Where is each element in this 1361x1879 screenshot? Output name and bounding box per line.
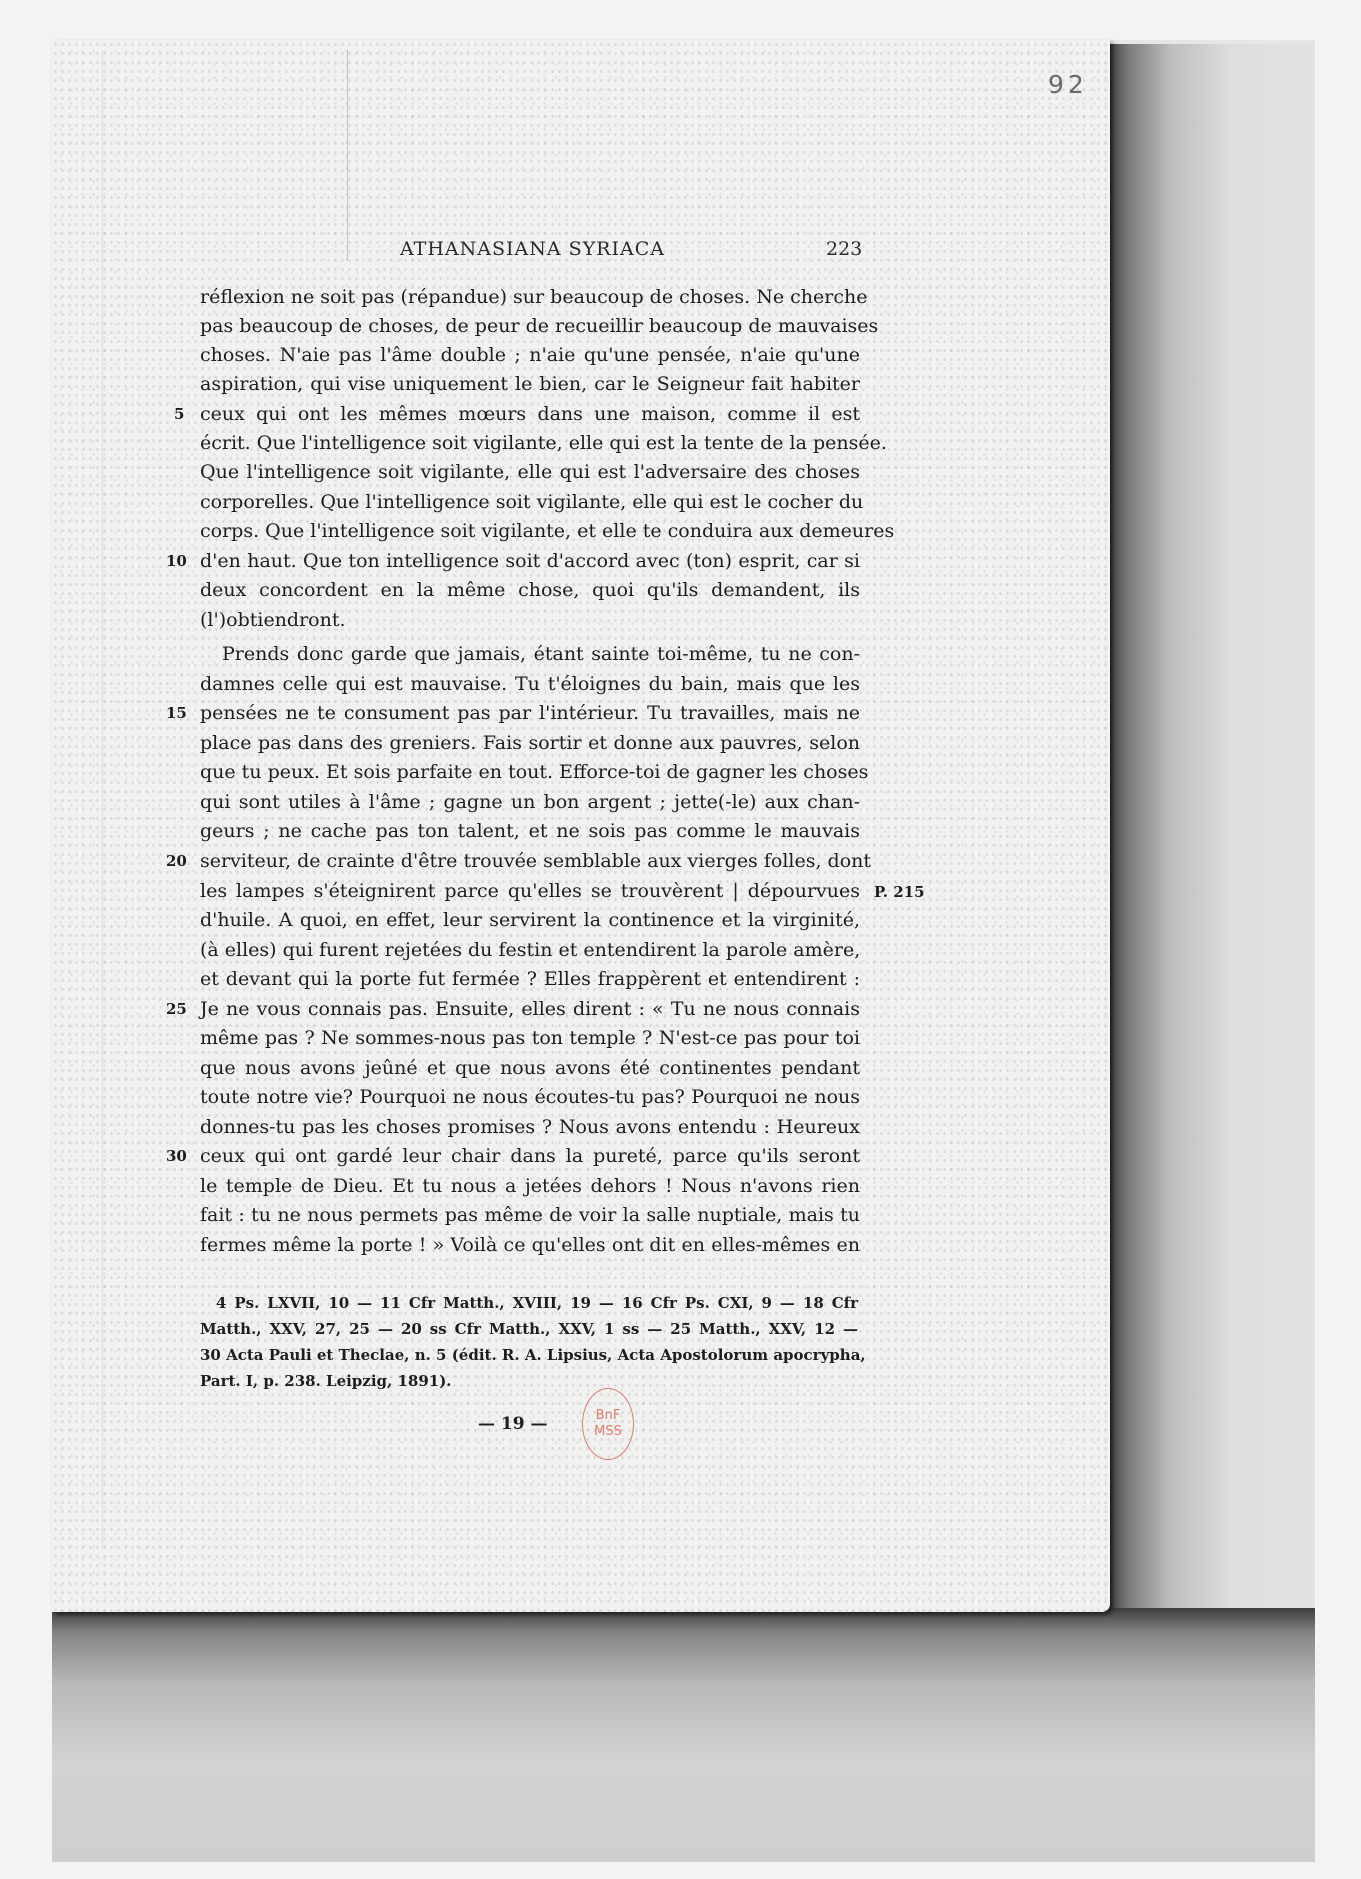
page-shadow-right xyxy=(1108,44,1315,1634)
folio-number: 92 xyxy=(1048,70,1088,99)
scan-artifact-line xyxy=(347,50,348,260)
text-line: que tu peux. Et sois parfaite en tout. Efforce-toi de gagner les choses xyxy=(200,761,869,783)
text-line: le temple de Dieu. Et tu nous a jetées dehors ! Nous n'avons rien xyxy=(200,1175,860,1197)
text-line: les lampes s'éteignirent parce qu'elles se trouvèrent | dépourvues xyxy=(200,880,860,902)
text-line: ceux qui ont gardé leur chair dans la pureté, parce qu'ils seront xyxy=(200,1145,860,1167)
text-line: donnes-tu pas les choses promises ? Nous avons entendu : Heureux xyxy=(200,1116,860,1138)
text-line: aspiration, qui vise uniquement le bien, car le Seigneur fait habiter xyxy=(200,373,860,395)
stamp-line: BnF xyxy=(595,1408,621,1423)
text-line: choses. N'aie pas l'âme double ; n'aie qu'une pensée, n'aie qu'une xyxy=(200,344,860,366)
text-line: Je ne vous connais pas. Ensuite, elles dirent : « Tu ne nous connais xyxy=(200,998,860,1020)
footnote-line: 30 Acta Pauli et Theclae, n. 5 (édit. R. A. Lipsius, Acta Apostolorum apocrypha, xyxy=(200,1346,866,1364)
text-line: deux concordent en la même chose, quoi qu'ils demandent, ils xyxy=(200,579,860,601)
text-line: réflexion ne soit pas (répandue) sur beaucoup de choses. Ne cherche xyxy=(200,286,868,308)
footnote-line: Matth., XXV, 27, 25 — 20 ss Cfr Matth., XXV, 1 ss — 25 Matth., XXV, 12 — xyxy=(200,1320,858,1338)
text-line: serviteur, de crainte d'être trouvée semblable aux vierges folles, dont xyxy=(200,850,872,872)
footnote-line: 4 Ps. LXVII, 10 — 11 Cfr Matth., XVIII, 19 — 16 Cfr Ps. CXI, 9 — 18 Cfr xyxy=(216,1294,858,1312)
text-line: écrit. Que l'intelligence soit vigilante, elle qui est la tente de la pensée. xyxy=(200,432,887,454)
running-header-page-number: 223 xyxy=(826,238,863,260)
text-line: ceux qui ont les mêmes mœurs dans une maison, comme il est xyxy=(200,403,860,425)
stamp-line: MSS xyxy=(594,1424,622,1439)
footnote-line: Part. I, p. 238. Leipzig, 1891). xyxy=(200,1372,452,1390)
text-line: (à elles) qui furent rejetées du festin et entendirent la parole amère, xyxy=(200,939,861,961)
text-line: fermes même la porte ! » Voilà ce qu'elles ont dit en elles-mêmes en xyxy=(200,1234,860,1256)
page-shadow-bottom xyxy=(52,1608,1315,1862)
text-line: toute notre vie? Pourquoi ne nous écoutes-tu pas? Pourquoi ne nous xyxy=(200,1086,860,1108)
text-line: damnes celle qui est mauvaise. Tu t'éloignes du bain, mais que les xyxy=(200,673,860,695)
text-line: Que l'intelligence soit vigilante, elle qui est l'adversaire des choses xyxy=(200,461,860,483)
line-number: 10 xyxy=(166,552,187,570)
text-line: fait : tu ne nous permets pas même de voir la salle nuptiale, mais tu xyxy=(200,1204,860,1226)
text-line: pensées ne te consument pas par l'intérieur. Tu travailles, mais ne xyxy=(200,702,860,724)
text-line: qui sont utiles à l'âme ; gagne un bon argent ; jette(-le) aux chan- xyxy=(200,791,860,813)
text-line: même pas ? Ne sommes-nous pas ton temple ? N'est-ce pas pour toi xyxy=(200,1027,860,1049)
text-line: d'huile. A quoi, en effet, leur servirent la continence et la virginité, xyxy=(200,909,860,931)
line-number: 25 xyxy=(166,1000,187,1018)
line-number: 15 xyxy=(166,704,187,722)
page-footer-number: — 19 — xyxy=(478,1414,548,1434)
scan-artifact-line xyxy=(102,50,103,1550)
text-line: que nous avons jeûné et que nous avons été continentes pendant xyxy=(200,1057,860,1079)
line-number: 20 xyxy=(166,852,187,870)
text-line: pas beaucoup de choses, de peur de recueillir beaucoup de mauvaises xyxy=(200,315,879,337)
text-line: et devant qui la porte fut fermée ? Elles frappèrent et entendirent : xyxy=(200,968,860,990)
line-number: 5 xyxy=(174,405,185,423)
line-number: 30 xyxy=(166,1147,187,1165)
library-stamp xyxy=(582,1388,634,1460)
text-line: Prends donc garde que jamais, étant sainte toi-même, tu ne con- xyxy=(222,643,860,665)
text-line: corporelles. Que l'intelligence soit vigilante, elle qui est le cocher du xyxy=(200,491,864,513)
text-line: corps. Que l'intelligence soit vigilante, et elle te conduira aux demeures xyxy=(200,520,895,542)
text-line: (l')obtiendront. xyxy=(200,609,346,631)
text-line: place pas dans des greniers. Fais sortir et donne aux pauvres, selon xyxy=(200,732,860,754)
running-header-title: ATHANASIANA SYRIACA xyxy=(400,238,665,260)
text-line: d'en haut. Que ton intelligence soit d'accord avec (ton) esprit, car si xyxy=(200,550,860,572)
margin-page-reference: P. 215 xyxy=(874,883,925,901)
text-line: geurs ; ne cache pas ton talent, et ne sois pas comme le mauvais xyxy=(200,820,860,842)
